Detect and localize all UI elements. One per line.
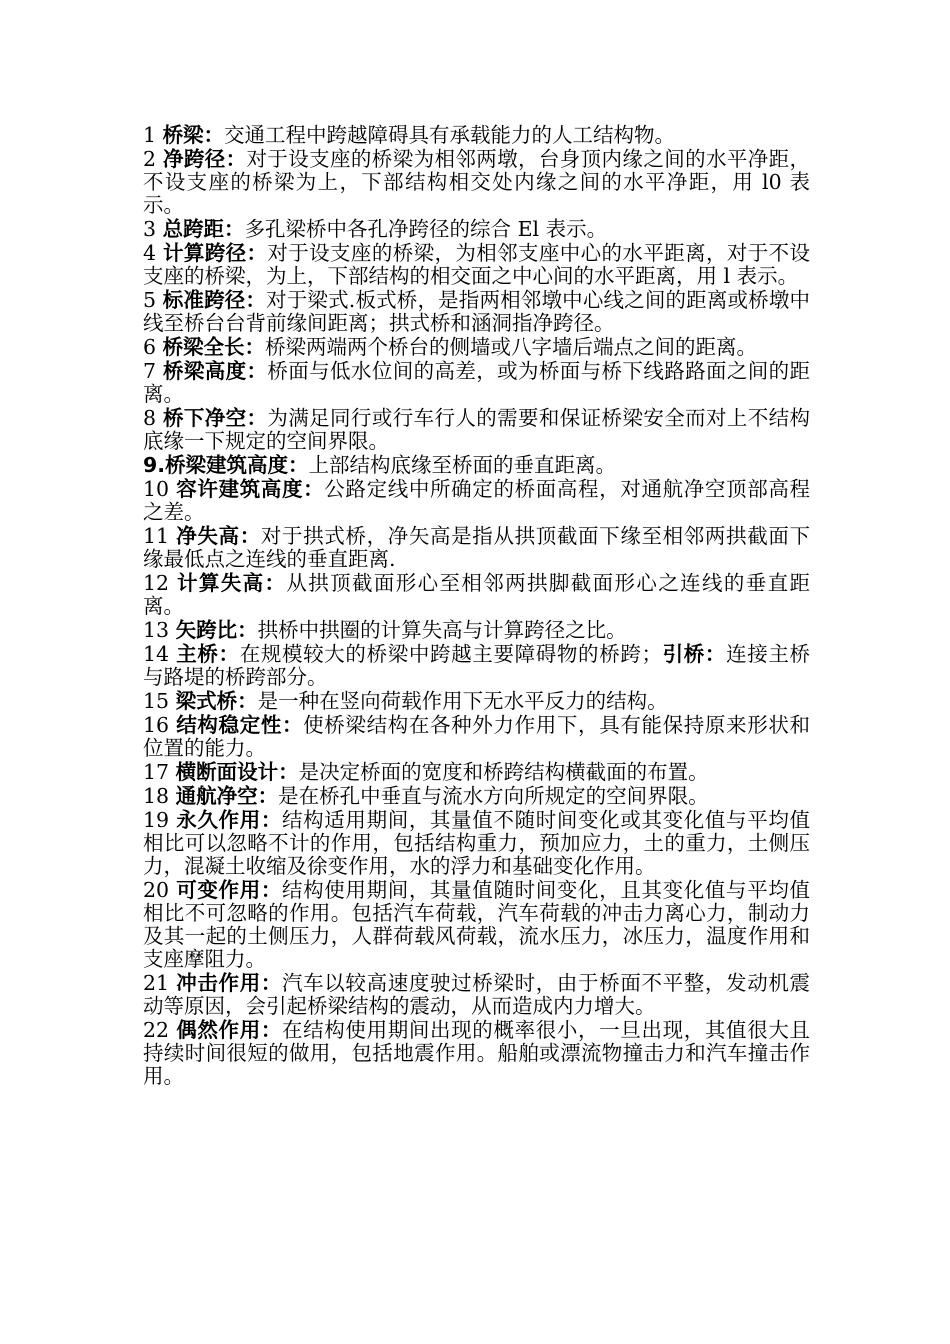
entry-term: 梁式桥：: [175, 689, 258, 713]
entry-definition: 结构适用期间，其量值不随时间变化或其变化值与平均值相比可以忽略不计的作用，包括结构重力，预加应力，土的重力，土侧压力，混凝土收缩及徐变作用，水的浮力和基础变化作用。: [143, 808, 810, 878]
entry-number: 12: [143, 571, 177, 595]
entry-term: 计算跨径：: [162, 241, 268, 265]
entry-1: [143, 124, 810, 147]
entry-term: 主桥：: [176, 642, 240, 666]
entry-term-secondary: 引桥：: [661, 642, 727, 666]
entry-term: 总跨距：: [162, 217, 245, 241]
entry-number: 4: [143, 241, 163, 265]
entry-term: 横断面设计：: [175, 760, 299, 784]
entry-11: [143, 525, 810, 571]
entry-term: 桥下净空：: [162, 406, 268, 430]
entry-19: [143, 809, 810, 878]
entry-term: 偶然作用：: [176, 1018, 282, 1042]
entry-term: 桥梁全长：: [162, 335, 266, 359]
entry-18: [143, 785, 810, 808]
entry-number: 7: [143, 359, 163, 383]
entry-definition: 对于设支座的桥梁，为相邻支座中心的水平距离，对于不设支座的桥梁，为上，下部结构的相交面之中心间的水平距离，用 l 表示。: [143, 241, 811, 288]
entry-10: [143, 478, 810, 524]
entry-number: 5: [143, 288, 163, 312]
entry-5: [143, 289, 810, 335]
entry-definition: 使桥梁结构在各种外力作用下，具有能保持原来形状和位置的能力。: [143, 713, 811, 760]
entry-number: 22: [143, 1018, 177, 1042]
entry-term: 桥梁高度：: [162, 359, 268, 383]
entry-term: 结构稳定性：: [176, 713, 304, 737]
entry-definition: 汽车以较高速度驶过桥梁时，由于桥面不平整，发动机震动等原因，会引起桥梁结构的震动，从而造成内力增大。: [143, 971, 810, 1018]
entry-definition: 公路定线中所确定的桥面高程，对通航净空顶部高程之差。: [143, 477, 810, 524]
entry-number: 20: [143, 878, 177, 902]
entry-definition: 是在桥孔中垂直与流水方向所规定的空间界限。: [278, 784, 709, 808]
entry-7: [143, 360, 810, 406]
entry-17: [143, 761, 810, 784]
entry-13: [143, 619, 810, 642]
entry-number: 19: [143, 808, 177, 832]
entry-21: [143, 972, 810, 1018]
entry-number: 6: [143, 335, 163, 359]
entry-term: 净失高：: [176, 524, 261, 548]
entry-3: [143, 218, 810, 241]
entry-9: [143, 454, 810, 477]
entry-number: 2: [143, 147, 163, 171]
entry-number: 21: [143, 971, 177, 995]
entry-number: 8: [143, 406, 163, 430]
entry-number: 16: [143, 713, 177, 737]
entry-term: 桥梁：: [162, 123, 225, 147]
entry-8: [143, 407, 810, 453]
entry-14: [143, 643, 810, 689]
document-body: [143, 124, 810, 1089]
entry-4: [143, 242, 810, 288]
entry-15: [143, 690, 810, 713]
entry-definition: 对于设支座的桥梁为相邻两墩，台身顶内缘之间的水平净距，不设支座的桥梁为上，下部结构相交处内缘之间的水平净距，用 l0 表示。: [143, 147, 811, 217]
entry-definition: 桥梁两端两个桥台的侧墙或八字墙后端点之间的距离。: [265, 335, 758, 359]
entry-term: 冲击作用：: [176, 971, 282, 995]
entry-term: 永久作用：: [176, 808, 282, 832]
entry-number: 13: [143, 618, 176, 642]
entry-definition: 交通工程中跨越障碍具有承载能力的人工结构物。: [224, 123, 676, 147]
entry-definition: 结构使用期间，其量值随时间变化，且其变化值与平均值相比不可忽略的作用。包括汽车荷载，汽车荷载的冲击力离心力，制动力及其一起的土侧压力，人群荷载风荷载，流水压力，冰压力，温度作用和支座摩阻力。: [143, 878, 810, 971]
entry-definition: 对于拱式桥，净矢高是指从拱顶截面下缘至相邻两拱截面下缘最低点之连线的垂直距离.: [143, 524, 811, 571]
entry-number: 9.: [143, 453, 166, 477]
entry-term: 容许建筑高度：: [176, 477, 325, 501]
entry-definition: 桥面与低水位间的高差，或为桥面与桥下线路路面之间的距离。: [143, 359, 811, 406]
entry-12: [143, 572, 810, 618]
entry-number: 1: [143, 123, 163, 147]
entry-term: 矢跨比：: [175, 618, 258, 642]
entry-definition: 多孔梁桥中各孔净跨径的综合 El 表示。: [244, 217, 608, 241]
entry-6: [143, 336, 810, 359]
entry-number: 17: [143, 760, 176, 784]
entry-term: 标准跨径：: [162, 288, 267, 312]
entry-16: [143, 714, 810, 760]
entry-definition: 上部结构底缘至桥面的垂直距离。: [308, 453, 617, 477]
entry-definition: 拱桥中拱圈的计算失高与计算跨径之比。: [257, 618, 627, 642]
entry-number: 14: [143, 642, 177, 666]
entry-term: 通航净空：: [175, 784, 279, 808]
entry-number: 10: [143, 477, 177, 501]
entry-definition: 在结构使用期间出现的概率很小，一旦出现，其值很大且持续时间很短的做用，包括地震作用。船舶或漂流物撞击力和汽车撞击作用。: [143, 1018, 810, 1088]
entry-definition: 从拱顶截面形心至相邻两拱脚截面形心之连线的垂直距离。: [143, 571, 811, 618]
entry-number: 18: [143, 784, 176, 808]
entry-definition: 在规模较大的桥梁中跨越主要障碍物的桥跨；: [239, 642, 662, 666]
entry-number: 11: [143, 524, 177, 548]
entry-definition: 对于梁式.板式桥，是指两相邻墩中心线之间的距离或桥墩中线至桥台台背前缘间距离；拱式桥和涵洞指净跨径。: [143, 288, 811, 335]
entry-20: [143, 879, 810, 971]
entry-term: 计算失高：: [176, 571, 287, 595]
entry-number: 15: [143, 689, 176, 713]
entry-term: 桥梁建筑高度：: [165, 453, 309, 477]
entry-22: [143, 1019, 810, 1088]
entry-definition-secondary: 连接主桥与路堤的桥跨部分。: [143, 642, 811, 689]
entry-2: [143, 148, 810, 217]
entry-definition: 是一种在竖向荷载作用下无水平反力的结构。: [257, 689, 668, 713]
entry-number: 3: [143, 217, 163, 241]
entry-term: 可变作用：: [176, 878, 282, 902]
entry-definition: 为满足同行或行车行人的需要和保证桥梁安全而对上不结构底缘一下规定的空间界限。: [143, 406, 811, 453]
entry-term: 净跨径：: [162, 147, 247, 171]
entry-definition: 是决定桥面的宽度和桥跨结构横截面的布置。: [298, 760, 709, 784]
